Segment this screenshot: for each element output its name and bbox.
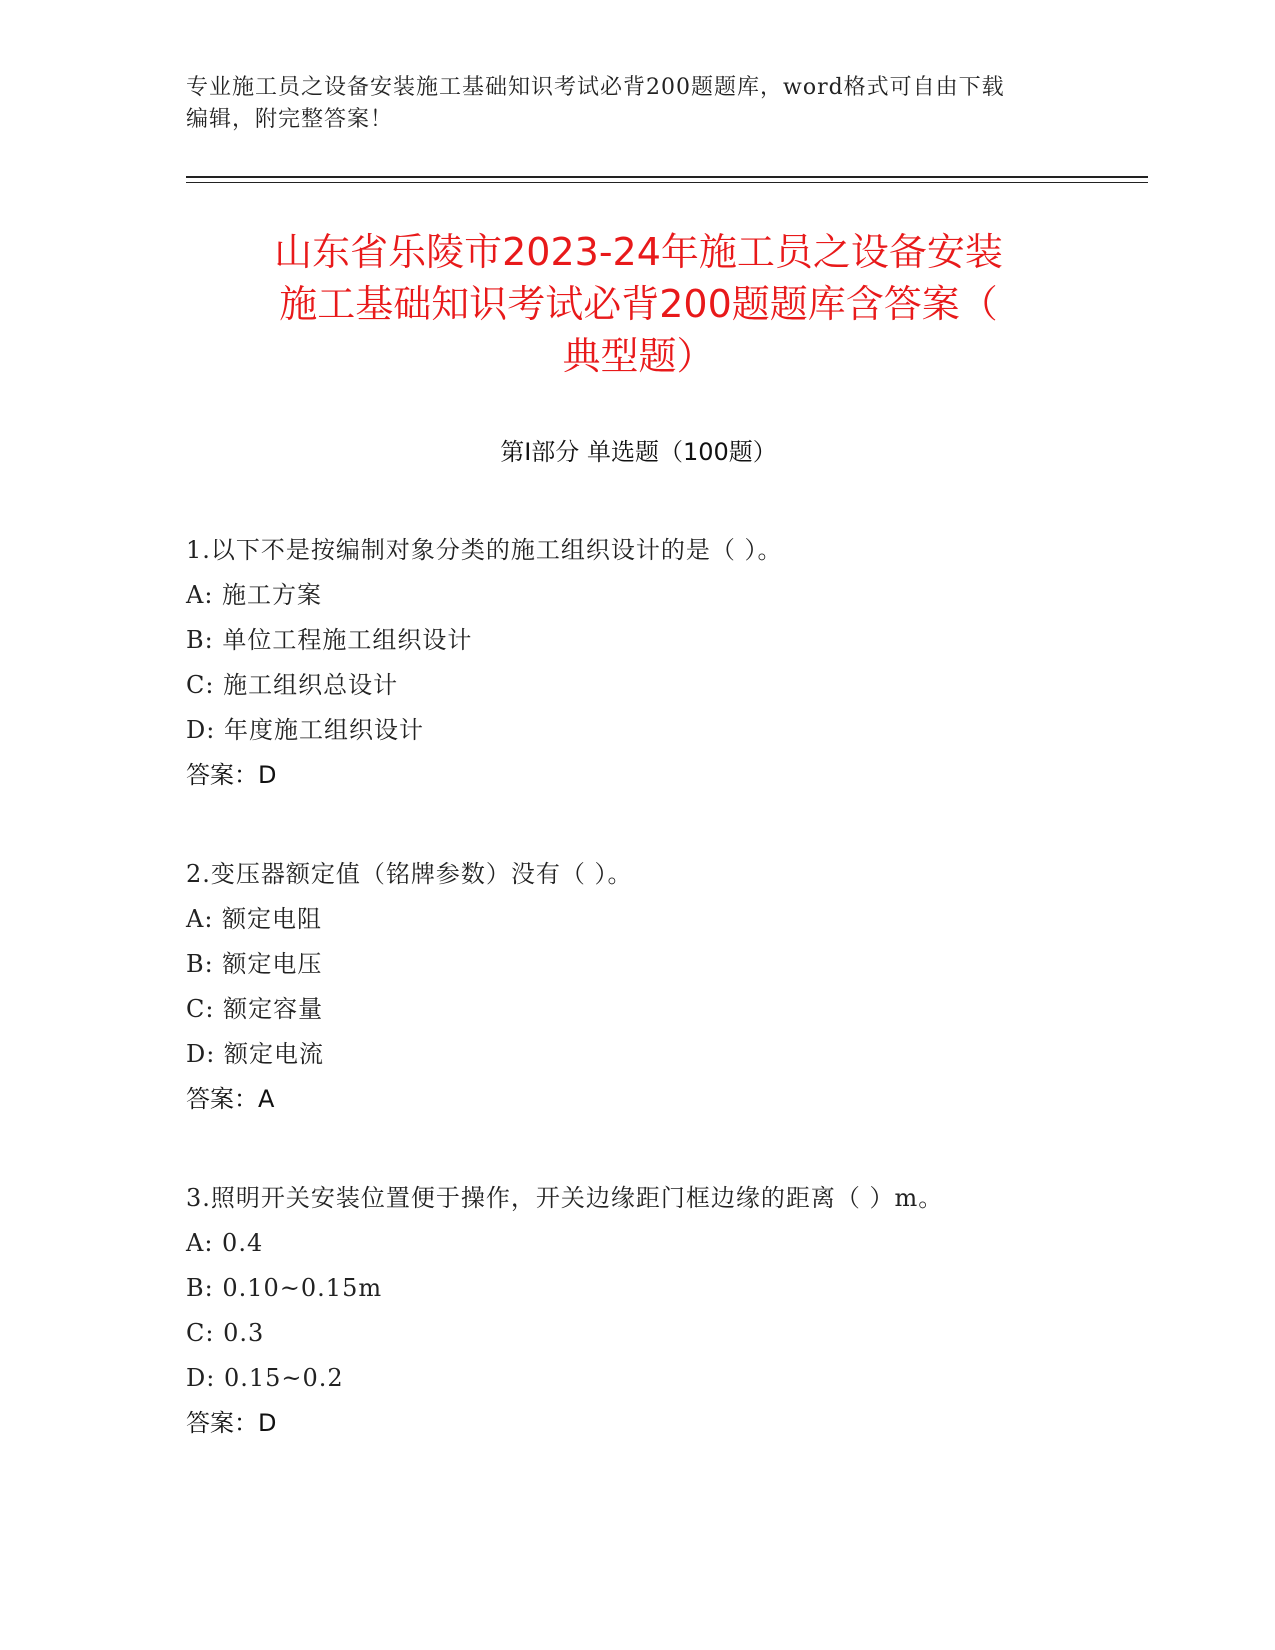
document-title [186, 226, 1091, 382]
option-d: D: 额定电流 [186, 1040, 324, 1068]
option-a: A: 0.4 [186, 1229, 264, 1257]
header-divider-thick [186, 176, 1148, 178]
option-b: B: 额定电压 [186, 950, 323, 978]
question-text: 1.以下不是按编制对象分类的施工组织设计的是（ ）。 [186, 536, 783, 564]
question-1 [186, 528, 1106, 798]
question-text: 3.照明开关安装位置便于操作，开关边缘距门框边缘的距离（ ）m。 [186, 1184, 944, 1212]
page-header [186, 72, 1106, 136]
option-c: C: 额定容量 [186, 995, 324, 1023]
option-a: A: 额定电阻 [186, 905, 323, 933]
question-list [186, 528, 1106, 1500]
option-c: C: 施工组织总设计 [186, 671, 399, 699]
answer-text: 答案：D [186, 1409, 277, 1437]
question-2 [186, 852, 1106, 1122]
question-3 [186, 1176, 1106, 1446]
option-a: A: 施工方案 [186, 581, 323, 609]
title-line-1: 山东省乐陵市2023-24年施工员之设备安装 [274, 230, 1003, 274]
answer-text: 答案：A [186, 1085, 275, 1113]
option-c: C: 0.3 [186, 1319, 265, 1347]
question-text: 2.变压器额定值（铭牌参数）没有（ ）。 [186, 860, 633, 888]
option-d: D: 年度施工组织设计 [186, 716, 424, 744]
title-line-2: 施工基础知识考试必背200题题库含答案（ [279, 282, 998, 326]
section-title: 第Ⅰ部分 单选题（100题） [500, 438, 777, 466]
header-divider-thin [186, 182, 1148, 183]
header-line-2: 编辑，附完整答案！ [186, 107, 394, 132]
option-b: B: 0.10~0.15m [186, 1274, 383, 1302]
answer-text: 答案：D [186, 761, 277, 789]
option-d: D: 0.15~0.2 [186, 1364, 344, 1392]
header-line-1: 专业施工员之设备安装施工基础知识考试必背200题题库，word格式可自由下载 [186, 75, 1005, 100]
option-b: B: 单位工程施工组织设计 [186, 626, 473, 654]
title-line-3: 典型题） [562, 334, 715, 378]
